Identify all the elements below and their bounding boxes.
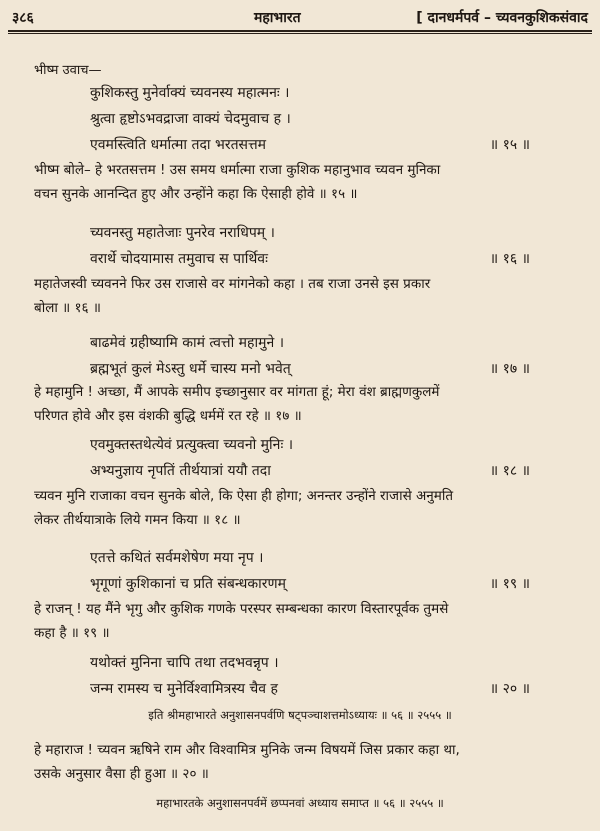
verse-line: श्रुत्वा हृष्टोऽभवद्राजा वाक्यं चेदमुवाच ह । (90, 111, 291, 127)
verse-number: ॥ १६ ॥ (489, 251, 530, 267)
verse-line: यथोक्तं मुनिना चापि तथा तदभवन्नृप । (90, 655, 279, 671)
verse-number: ॥ १९ ॥ (489, 576, 530, 592)
page-header (8, 4, 592, 30)
verse-17 (90, 330, 530, 382)
verse-line: वरार्थे चोदयामास तमुवाच स पार्थिवः ॥ १६ ॥ (90, 246, 530, 272)
verse-line: एतत्ते कथितं सर्वमशेषेण मया नृप । (90, 550, 264, 566)
header-rule (8, 30, 592, 32)
translation-15: भीष्म बोले– हे भरतसत्तम ! उस समय धर्मात्मा राजा कुशिक महानुभाव च्यवन मुनिका वचन सुनके आनन्दित हुए और उन्होंने कहा कि ऐसाही होवे ॥ १५ ॥ (34, 162, 441, 202)
translation-18: च्यवन मुनि राजाका वचन सुनके बोले, कि ऐसा ही होगा; अनन्तर उन्होंने राजासे अनुमति लेकर तीर्थयात्राके लिये गमन किया ॥ १८ ॥ (34, 488, 454, 528)
translation-19: हे राजन् ! यह मैंने भृगु और कुशिक गणके परस्पर सम्बन्धका कारण विस्तारपूर्वक तुमसे कहा है ॥ १९ ॥ (34, 601, 449, 641)
speaker-label: भीष्म उवाच— (34, 63, 102, 78)
verse-line: अभ्यनुज्ञाय नृपतिं तीर्थयात्रां ययौ तदा ॥ १८ ॥ (90, 458, 530, 484)
chapter-end-footer: महाभारतके अनुशासनपर्वमें छप्पनवां अध्याय समाप्त ॥ ५६ ॥ २५५५ ॥ (156, 796, 444, 810)
verse-19 (90, 545, 530, 597)
verse-line: एवमस्त्विति धर्मात्मा तदा भरतसत्तम ॥ १५ ॥ (90, 132, 530, 158)
verse-number: ॥ १५ ॥ (489, 137, 530, 153)
verse-line: कुशिकस्तु मुनेर्वाक्यं च्यवनस्य महात्मनः । (90, 85, 290, 101)
verse-line: भृगूणां कुशिकानां च प्रति संबन्धकारणम् ॥ १९ ॥ (90, 571, 530, 597)
verse-line: एवमुक्तस्तथेत्येवं प्रत्युक्त्वा च्यवनो मुनिः । (90, 437, 294, 453)
verse-line: च्यवनस्तु महातेजाः पुनरेव नराधिपम् । (90, 225, 275, 241)
translation-17: हे महामुनि ! अच्छा, मैं आपके समीप इच्छानुसार वर मांगता हूं; मेरा वंश ब्राह्मणकुलमें परिणत होवे और इस वंशकी बुद्धि धर्ममें रत रहे ॥ १७ ॥ (34, 384, 440, 424)
verse-16 (90, 220, 530, 272)
page-number: ३८६ (12, 10, 34, 26)
translation-16: महातेजस्वी च्यवनने फिर उस राजासे वर मांगनेको कहा । तब राजा उनसे इस प्रकार बोला ॥ १६ ॥ (34, 276, 431, 316)
verse-20 (90, 650, 530, 702)
section-title: [ दानधर्मपर्व – च्यवनकुशिकसंवाद (416, 10, 588, 26)
verse-18 (90, 432, 530, 484)
verse-number: ॥ २० ॥ (489, 681, 530, 697)
book-title: महाभारत (254, 10, 301, 26)
chapter-colophon: इति श्रीमहाभारते अनुशासनपर्वणि षट्पञ्चाशत्तमोऽध्यायः ॥ ५६ ॥ २५५५ ॥ (148, 708, 452, 722)
verse-line: ब्रह्मभूतं कुलं मेऽस्तु धर्मे चास्य मनो भवेत् ॥ १७ ॥ (90, 356, 530, 382)
verse-line: जन्म रामस्य च मुनेर्विश्वामित्रस्य चैव ह ॥ २० ॥ (90, 676, 530, 702)
final-translation: हे महाराज ! च्यवन ऋषिने राम और विश्वामित्र मुनिके जन्म विषयमें जिस प्रकार कहा था, उसके अनुसार वैसा ही हुआ ॥ २० ॥ (34, 742, 460, 782)
header-rule-thin (8, 33, 592, 34)
verse-number: ॥ १७ ॥ (489, 361, 530, 377)
verse-15 (90, 80, 530, 158)
verse-line: बाढमेवं ग्रहीष्यामि कामं त्वत्तो महामुने । (90, 335, 285, 351)
verse-number: ॥ १८ ॥ (489, 463, 530, 479)
